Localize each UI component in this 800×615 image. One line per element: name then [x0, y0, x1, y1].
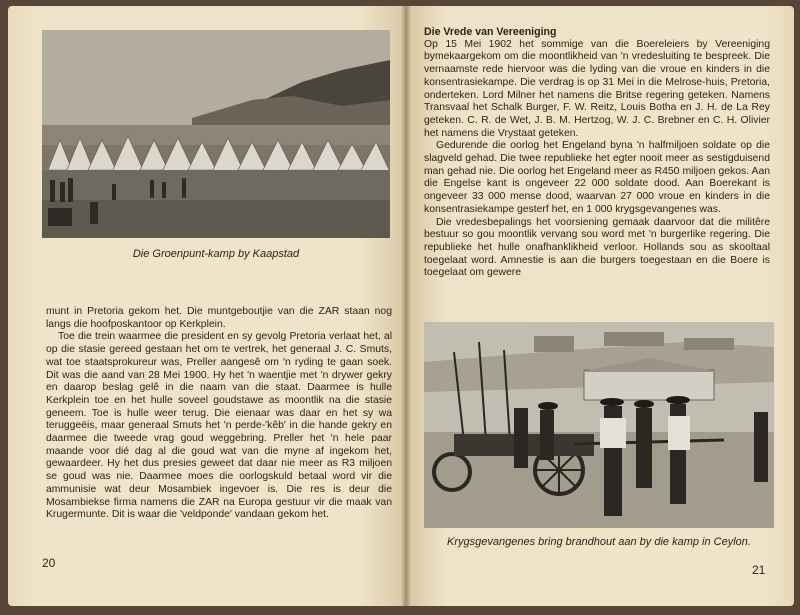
prisoners-photo: [424, 322, 774, 528]
prisoners-photo-caption: Krygsgevangenes bring brandhout aan by die kamp in Ceylon.: [447, 536, 751, 548]
right-paragraph: Gedurende die oorlog het Engeland byna 'n halfmiljoen soldate op die slagveld gehad. Die twee republieke het egter nooit meer as sestigduisend man gehad nie. Die oorlog het Engeland meer as R450 miljoen gekos. Aan die Engelse kant is ongeveer 22 000 soldate dood. Aan Boerekant is ongeveer 33 000 mense dood, waarvan 27 000 vroue en kinders in die konsentrasiekampe gesterf het, en 1 000 krygsgevangenes was.: [424, 140, 770, 215]
camp-photo: [42, 30, 390, 238]
left-body-text: [46, 306, 392, 522]
right-body-text: [424, 26, 770, 280]
page-number-right: 21: [752, 563, 766, 577]
section-heading: Die Vrede van Vereeniging: [424, 26, 557, 38]
left-paragraph: Toe die trein waarmee die president en sy gevolg Pretoria verlaat het, al op die stasie gereed gestaan het om te vertrek, het generaal J. C. Smuts, wat toe staatsprokureur was, Preller aangesê om 'n ryding te gaan soek. Dit was die aand van 28 Mei 1900. Hy het 'n waentjie met 'n drywer gekry en daarop beslag gelê in die naam van die staat. Daarmee is hulle Kerkplein toe en het hulle soveel goudstawe as moontlik na die stasie geneem. Toe is hulle weer terug. Die eienaar was daar en het sy wa teruggeëis, maar generaal Smuts het 'n perde-'kêb' in die hande gekry en daarmee die tweede vrag goud weggebring. Preller het 'n hele paar maande voor dié dag al die goud wat van die myne af ingekom het, gewaardeer. Hy het dus presies geweet dat daar nie meer as R3 miljoen se goud was nie. Daarmee moes die oorlogskuld betaal word vir die ammunisie wat deur Mosambiek ingevoer is. Die res is deur die Mosambiekse firma namens die ZAR na Europa gestuur vir die maak van Krugermunte. Dit is waar die 'veldponde' vandaan gekom het.: [46, 331, 392, 521]
right-paragraph: Die vredesbepalings het voorsiening gemaak daarvoor dat die militêre bestuur so gou moontlik vervang sou word met 'n burgerlike regering. Die republieke het hulle onafhanklikheid verloor. Hollands sou as skooltaal toegelaat word. Amnestie is aan die burgers toegestaan en die Boere is toegelaat om gewere: [424, 216, 770, 279]
right-paragraph: Op 15 Mei 1902 het sommige van die Boereleiers by Vereeniging bymekaargekom om die moontlikheid van 'n vredesluiting te bespreek. Die vernaamste rede hiervoor was die lyding van die vroue en kinders in die konsentrasiekampe. Die verdrag is op 31 Mei in die Melrose-huis, Pretoria, onderteken. Lord Milner het namens die Britse regering geteken. Namens Transvaal het Schalk Burger, F. W. Reitz, Louis Botha en J. H. de La Rey geteken. C. R. de Wet, J. B. M. Hertzog, W. J. C. Brebner en C. H. Olivier het namens die Vrystaat geteken.: [424, 38, 770, 139]
left-paragraph: munt in Pretoria gekom het. Die muntgeboutjie van die ZAR staan nog langs die hoofposkantoor op Kerkplein.: [46, 306, 392, 330]
book-gutter: [401, 6, 411, 606]
page-number-left: 20: [42, 556, 56, 570]
camp-photo-caption: Die Groenpunt-kamp by Kaapstad: [132, 248, 300, 260]
